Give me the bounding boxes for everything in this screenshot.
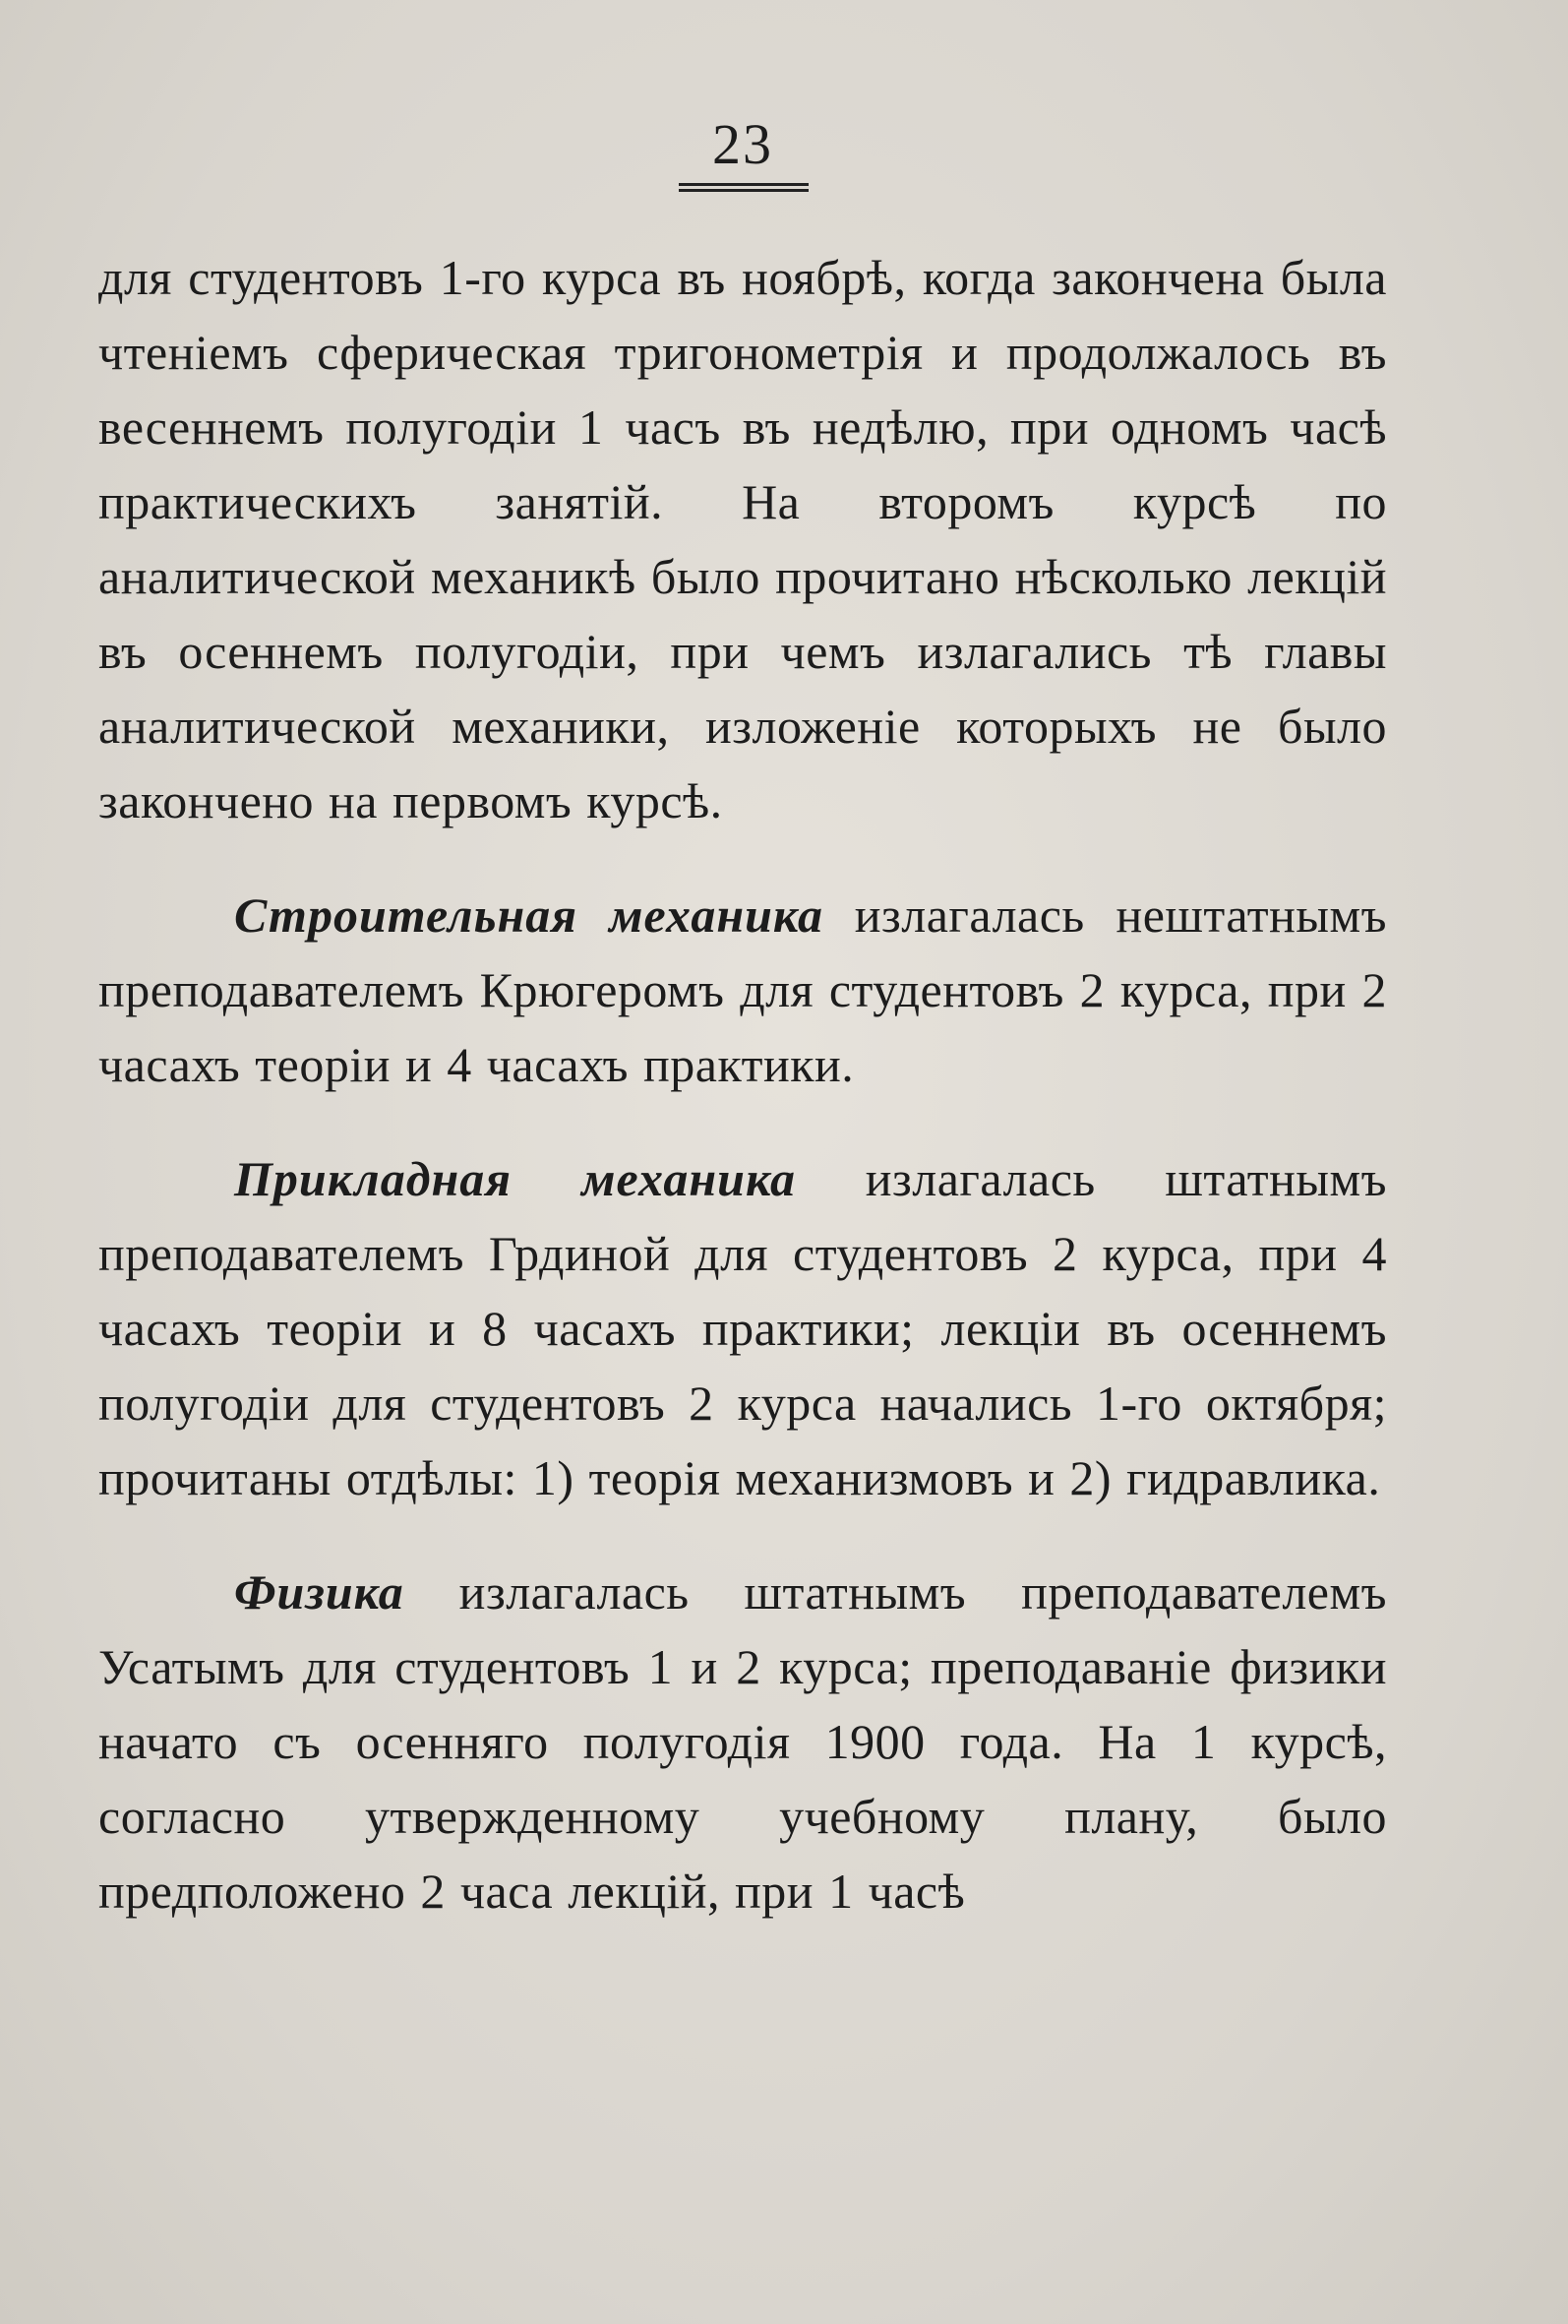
- body-text: [98, 240, 1387, 1928]
- page-number: 23: [712, 112, 773, 176]
- page-number-underline-bottom: [679, 189, 809, 192]
- page-number-underline-top: [679, 183, 809, 186]
- paragraph-text: излагалась нештатнымъ преподавателемъ Крюгеромъ для студентовъ 2 курса, при 2 часахъ теоріи и 4 часахъ практики.: [98, 887, 1387, 1092]
- paragraph-structural-mechanics: [98, 878, 1387, 1102]
- paragraph-heading: Прикладная механика: [234, 1151, 797, 1206]
- paragraph-text: для студентовъ 1-го курса въ ноябрѣ, когда закончена была чтеніемъ сферическая тригонометрія и продолжалось въ весеннемъ полугодіи 1 часъ въ недѣлю, при одномъ часѣ практическихъ занятій. На второмъ курсѣ по аналитической механикѣ было прочитано нѣсколько лекцій въ осеннемъ полугодіи, при чемъ излагались тѣ главы аналитической механики, изложеніе которыхъ не было закончено на первомъ курсѣ.: [98, 250, 1387, 828]
- paragraph-text: излагалась штатнымъ преподавателемъ Грдиной для студентовъ 2 курса, при 4 часахъ теоріи и 8 часахъ практики; лекціи въ осеннемъ полугодіи для студентовъ 2 курса начались 1-го октября; прочитаны отдѣлы: 1) теорія механизмовъ и 2) гидравлика.: [98, 1151, 1387, 1505]
- paragraph-heading: Физика: [234, 1564, 404, 1620]
- paragraph-physics: [98, 1555, 1387, 1928]
- paragraph-mathematics-continuation: [98, 240, 1387, 838]
- paragraph-applied-mechanics: [98, 1141, 1387, 1515]
- paragraph-heading: Строительная механика: [234, 887, 824, 943]
- paragraph-text: излагалась штатнымъ преподавателемъ Усатымъ для студентовъ 1 и 2 курса; преподаваніе физики начато съ осенняго полугодія 1900 года. На 1 курсѣ, согласно утвержденному учебному плану, было предположено 2 часа лекцій, при 1 часѣ: [98, 1564, 1387, 1919]
